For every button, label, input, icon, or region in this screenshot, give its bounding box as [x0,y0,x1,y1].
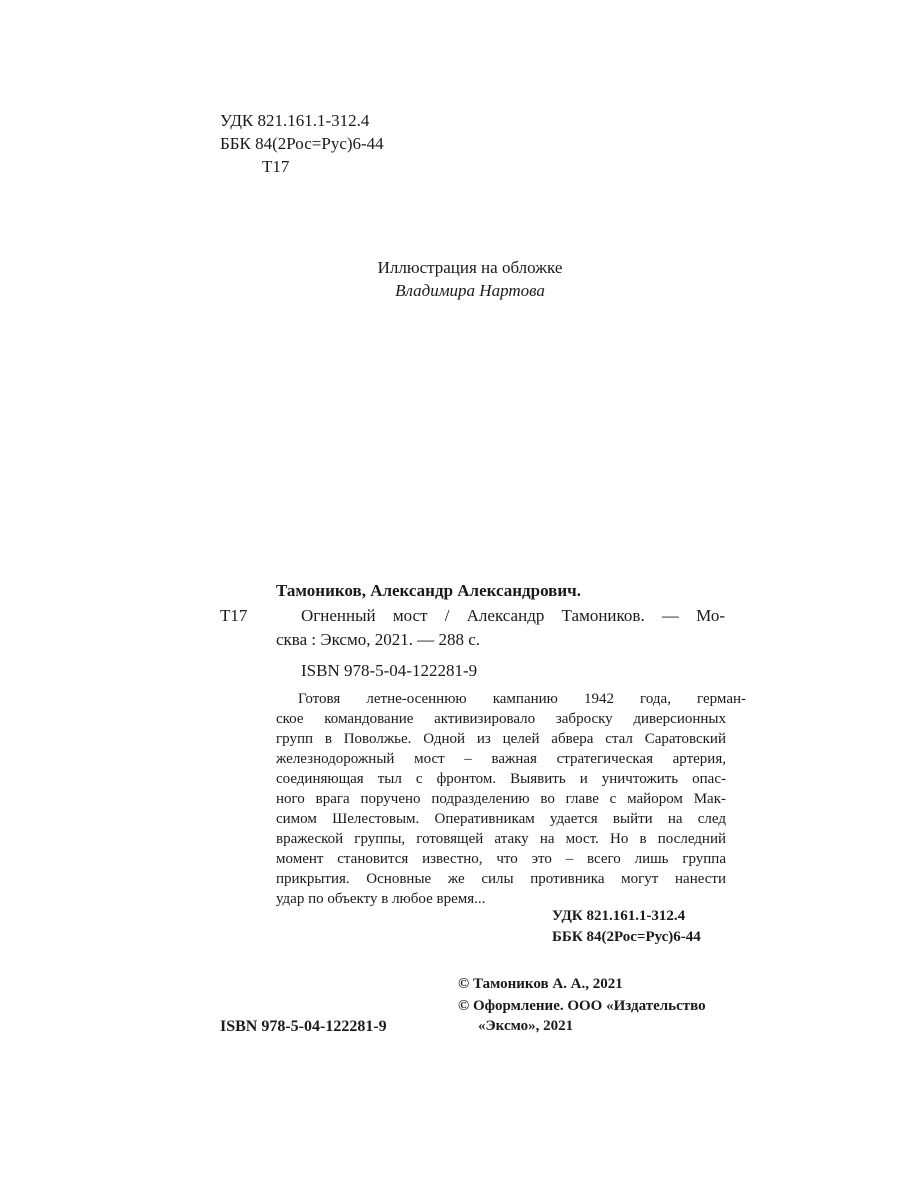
abstract-line: групп в Поволжье. Одной из целей абвера стал Саратовский [276,731,726,747]
abstract-line: соединяющая тыл с фронтом. Выявить и уничтожить опас- [276,771,726,787]
catalog-author: Тамоников, Александр Александрович. [276,581,581,600]
copyright-design-line-2: «Эксмо», 2021 [478,1018,574,1034]
abstract-line: железнодорожный мост – важная стратегическая артерия, [276,751,726,767]
author-mark-top: Т17 [262,157,290,176]
copyright-author: © Тамоников А. А., 2021 [458,976,623,992]
abstract-line: ного врага поручено подразделению во главе с майором Мак- [276,791,726,807]
udk-code-card: УДК 821.161.1-312.4 [552,908,686,924]
footer-isbn: ISBN 978-5-04-122281-9 [220,1018,387,1035]
bbk-code-top: ББК 84(2Рос=Рус)6-44 [220,134,384,153]
abstract-line: момент становится известно, что это – всего лишь группа [276,851,726,867]
abstract-line: прикрытия. Основные же силы противника могут нанести [276,871,726,887]
abstract-line: вражеской группы, готовящей атаку на мост. Но в последний [276,831,726,847]
copyright-design-line-1: © Оформление. ООО «Издательство [458,998,706,1014]
catalog-title-line-1: Огненный мост / Александр Тамоников. — Мо- [301,606,725,625]
bbk-code-card: ББК 84(2Рос=Рус)6-44 [552,929,701,945]
illustration-credit-label: Иллюстрация на обложке [377,258,563,277]
udk-code-top: УДК 821.161.1-312.4 [220,111,370,130]
catalog-title-line-2: сква : Эксмо, 2021. — 288 с. [276,630,481,649]
abstract-line: удар по объекту в любое время... [276,891,486,907]
catalog-author-mark: Т17 [220,606,248,625]
catalog-isbn: ISBN 978-5-04-122281-9 [301,661,478,680]
abstract [276,689,746,909]
abstract-line: Готовя летне-осеннюю кампанию 1942 года, герман- [298,691,746,707]
abstract-line: ское командование активизировало заброску диверсионных [276,711,726,727]
abstract-line: симом Шелестовым. Оперативникам удается выйти на след [276,811,726,827]
illustrator-name: Владимира Нартова [395,281,545,300]
